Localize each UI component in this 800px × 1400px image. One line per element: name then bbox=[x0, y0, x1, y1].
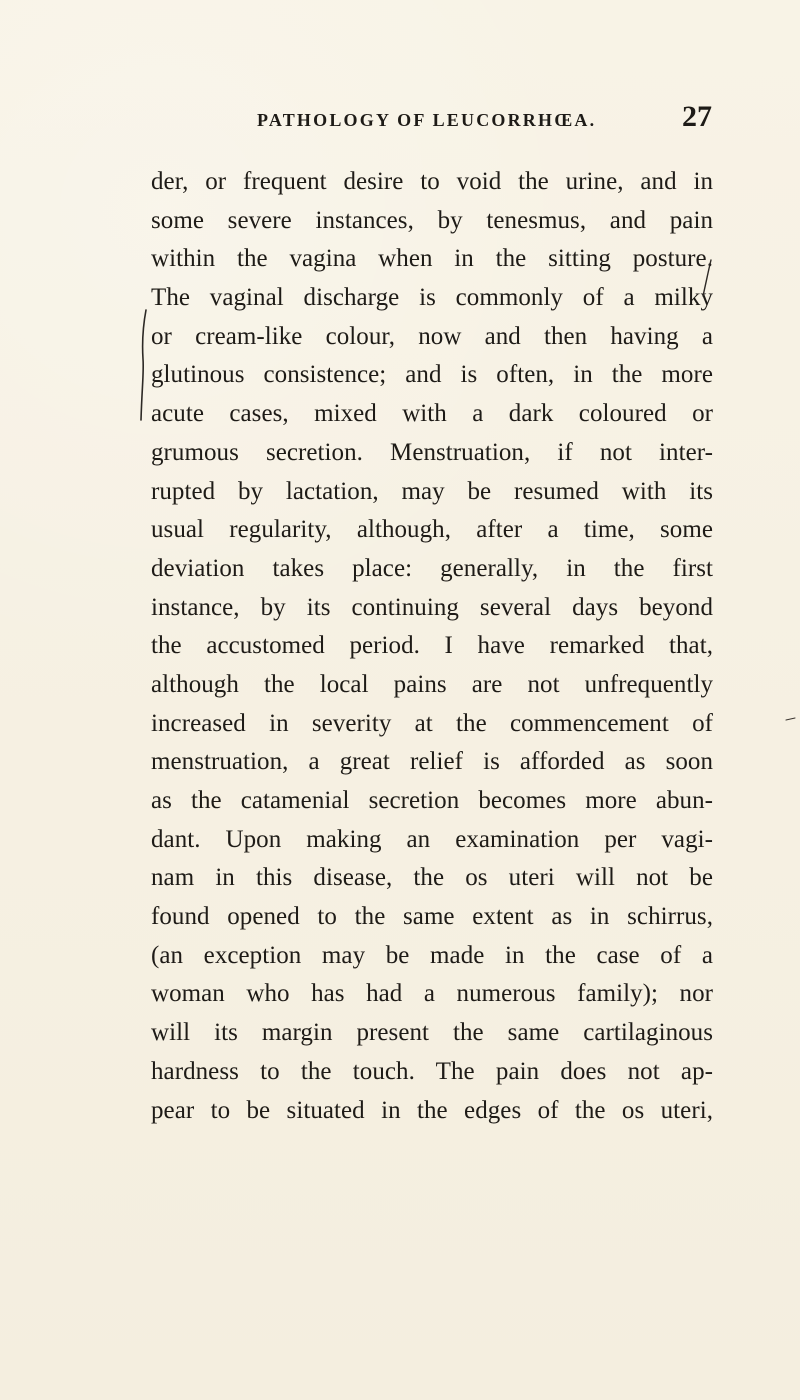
page-number: 27 bbox=[682, 100, 712, 133]
text-line-21: (an exception may be made in the case of a bbox=[151, 941, 713, 969]
text-line-19: nam in this disease, the os uteri will not be bbox=[151, 864, 713, 892]
text-line-14: although the local pains are not unfrequently bbox=[151, 670, 713, 698]
text-line-1: der, or frequent desire to void the urine, and in bbox=[151, 168, 713, 195]
text-line-5: or cream-like colour, now and then having a bbox=[151, 322, 713, 350]
text-line-13: the accustomed period. I have remarked that, bbox=[151, 632, 713, 660]
text-line-2: some severe instances, by tenesmus, and pain bbox=[151, 206, 713, 234]
text-line-9: rupted by lactation, may be resumed with its bbox=[151, 477, 713, 505]
text-line-16: menstruation, a great relief is afforded as soon bbox=[151, 748, 713, 776]
text-line-20: found opened to the same extent as in schirrus, bbox=[151, 903, 713, 931]
text-line-24: hardness to the touch. The pain does not ap- bbox=[151, 1057, 713, 1085]
text-line-8: grumous secretion. Menstruation, if not inter- bbox=[151, 438, 713, 466]
text-line-12: instance, by its continuing several days beyond bbox=[151, 593, 713, 621]
running-head: PATHOLOGY OF LEUCORRHŒA. bbox=[257, 110, 597, 130]
text-line-4: The vaginal discharge is commonly of a milky bbox=[151, 284, 713, 312]
text-line-7: acute cases, mixed with a dark coloured or bbox=[151, 400, 713, 428]
text-line-10: usual regularity, although, after a time, some bbox=[151, 516, 713, 544]
text-line-25: pear to be situated in the edges of the os uteri, bbox=[151, 1096, 713, 1124]
left-margin-pencil-mark bbox=[139, 308, 149, 422]
text-line-23: will its margin present the same cartilaginous bbox=[151, 1019, 713, 1047]
page-header bbox=[257, 102, 712, 138]
text-line-17: as the catamenial secretion becomes more abun- bbox=[151, 787, 713, 814]
text-line-18: dant. Upon making an examination per vagi- bbox=[151, 825, 713, 853]
text-line-15: increased in severity at the commencement of bbox=[151, 709, 713, 737]
text-line-6: glutinous consistence; and is often, in the more bbox=[151, 361, 713, 389]
text-line-22: woman who has had a numerous family); nor bbox=[151, 980, 713, 1008]
main-text-block bbox=[151, 163, 713, 1130]
text-line-11: deviation takes place: generally, in the first bbox=[151, 554, 713, 582]
text-line-3: within the vagina when in the sitting posture. bbox=[151, 245, 713, 273]
right-edge-small-mark bbox=[785, 715, 796, 725]
